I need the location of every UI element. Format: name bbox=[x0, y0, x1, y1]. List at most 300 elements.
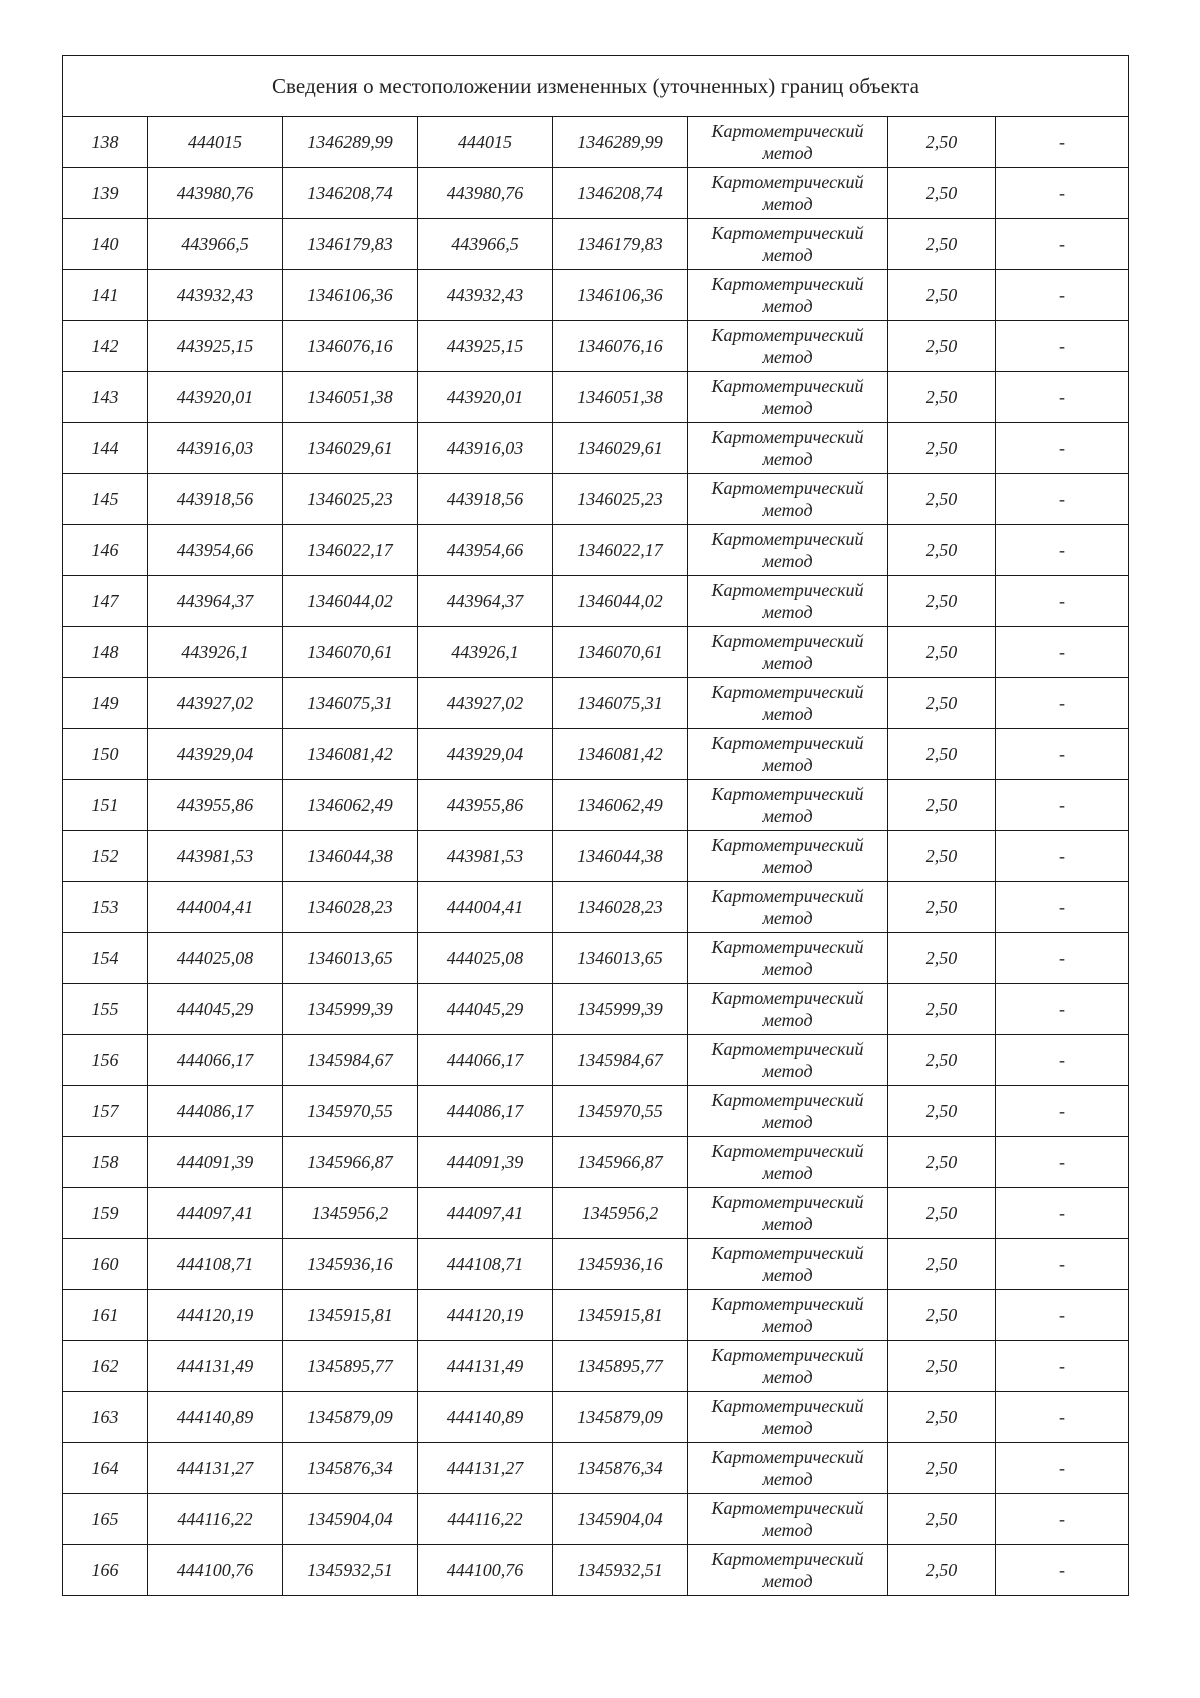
method-cell bbox=[688, 984, 888, 1035]
method-cell bbox=[688, 219, 888, 270]
refined-x-cell: 443927,02 bbox=[418, 678, 553, 729]
point-number-cell: 161 bbox=[63, 1290, 148, 1341]
refined-x-cell: 443954,66 bbox=[418, 525, 553, 576]
method-cell bbox=[688, 1137, 888, 1188]
note-cell: - bbox=[996, 168, 1129, 219]
existing-x-cell: 443932,43 bbox=[148, 270, 283, 321]
method-line-1: Картометрический bbox=[711, 427, 864, 447]
existing-y-cell: 1345904,04 bbox=[283, 1494, 418, 1545]
existing-x-cell: 443981,53 bbox=[148, 831, 283, 882]
existing-x-cell: 444131,49 bbox=[148, 1341, 283, 1392]
method-line-1: Картометрический bbox=[711, 682, 864, 702]
refined-y-cell: 1345895,77 bbox=[553, 1341, 688, 1392]
refined-x-cell: 444091,39 bbox=[418, 1137, 553, 1188]
existing-y-cell: 1345970,55 bbox=[283, 1086, 418, 1137]
existing-x-cell: 444131,27 bbox=[148, 1443, 283, 1494]
table-row bbox=[63, 1494, 1129, 1545]
existing-y-cell: 1346028,23 bbox=[283, 882, 418, 933]
accuracy-cell: 2,50 bbox=[888, 168, 996, 219]
method-line-1: Картометрический bbox=[711, 988, 864, 1008]
accuracy-cell: 2,50 bbox=[888, 1341, 996, 1392]
point-number-cell: 140 bbox=[63, 219, 148, 270]
existing-x-cell: 443964,37 bbox=[148, 576, 283, 627]
table-row bbox=[63, 525, 1129, 576]
existing-y-cell: 1346029,61 bbox=[283, 423, 418, 474]
refined-x-cell: 443926,1 bbox=[418, 627, 553, 678]
method-line-2: метод bbox=[762, 1010, 813, 1030]
existing-x-cell: 443929,04 bbox=[148, 729, 283, 780]
table-row bbox=[63, 933, 1129, 984]
table-row bbox=[63, 423, 1129, 474]
note-cell: - bbox=[996, 1545, 1129, 1596]
refined-y-cell: 1345984,67 bbox=[553, 1035, 688, 1086]
method-line-2: метод bbox=[762, 347, 813, 367]
accuracy-cell: 2,50 bbox=[888, 1035, 996, 1086]
method-cell bbox=[688, 831, 888, 882]
existing-y-cell: 1346013,65 bbox=[283, 933, 418, 984]
accuracy-cell: 2,50 bbox=[888, 525, 996, 576]
point-number-cell: 158 bbox=[63, 1137, 148, 1188]
note-cell: - bbox=[996, 1239, 1129, 1290]
note-cell: - bbox=[996, 729, 1129, 780]
refined-y-cell: 1346179,83 bbox=[553, 219, 688, 270]
existing-x-cell: 444025,08 bbox=[148, 933, 283, 984]
refined-x-cell: 444086,17 bbox=[418, 1086, 553, 1137]
table-row bbox=[63, 474, 1129, 525]
note-cell: - bbox=[996, 984, 1129, 1035]
note-cell: - bbox=[996, 372, 1129, 423]
table-row bbox=[63, 168, 1129, 219]
method-line-2: метод bbox=[762, 398, 813, 418]
accuracy-cell: 2,50 bbox=[888, 1239, 996, 1290]
method-line-2: метод bbox=[762, 1571, 813, 1591]
existing-x-cell: 444108,71 bbox=[148, 1239, 283, 1290]
existing-x-cell: 444120,19 bbox=[148, 1290, 283, 1341]
existing-y-cell: 1345999,39 bbox=[283, 984, 418, 1035]
point-number-cell: 156 bbox=[63, 1035, 148, 1086]
accuracy-cell: 2,50 bbox=[888, 729, 996, 780]
method-cell bbox=[688, 423, 888, 474]
existing-y-cell: 1346051,38 bbox=[283, 372, 418, 423]
method-line-2: метод bbox=[762, 143, 813, 163]
existing-y-cell: 1346075,31 bbox=[283, 678, 418, 729]
existing-x-cell: 443926,1 bbox=[148, 627, 283, 678]
refined-y-cell: 1346081,42 bbox=[553, 729, 688, 780]
table-row bbox=[63, 1341, 1129, 1392]
refined-y-cell: 1346044,38 bbox=[553, 831, 688, 882]
existing-x-cell: 444086,17 bbox=[148, 1086, 283, 1137]
method-line-1: Картометрический bbox=[711, 784, 864, 804]
method-cell bbox=[688, 1392, 888, 1443]
existing-x-cell: 444045,29 bbox=[148, 984, 283, 1035]
method-line-1: Картометрический bbox=[711, 325, 864, 345]
refined-x-cell: 443980,76 bbox=[418, 168, 553, 219]
method-cell bbox=[688, 1545, 888, 1596]
method-line-1: Картометрический bbox=[711, 580, 864, 600]
note-cell: - bbox=[996, 219, 1129, 270]
method-line-2: метод bbox=[762, 653, 813, 673]
existing-y-cell: 1346044,38 bbox=[283, 831, 418, 882]
point-number-cell: 153 bbox=[63, 882, 148, 933]
refined-x-cell: 444097,41 bbox=[418, 1188, 553, 1239]
refined-x-cell: 443920,01 bbox=[418, 372, 553, 423]
method-cell bbox=[688, 576, 888, 627]
table-caption-row bbox=[63, 56, 1129, 117]
method-cell bbox=[688, 1239, 888, 1290]
point-number-cell: 163 bbox=[63, 1392, 148, 1443]
method-line-1: Картометрический bbox=[711, 835, 864, 855]
method-line-2: метод bbox=[762, 1163, 813, 1183]
table-row bbox=[63, 1137, 1129, 1188]
note-cell: - bbox=[996, 270, 1129, 321]
point-number-cell: 145 bbox=[63, 474, 148, 525]
existing-x-cell: 443955,86 bbox=[148, 780, 283, 831]
note-cell: - bbox=[996, 780, 1129, 831]
note-cell: - bbox=[996, 1086, 1129, 1137]
method-line-2: метод bbox=[762, 1112, 813, 1132]
method-line-2: метод bbox=[762, 908, 813, 928]
method-line-1: Картометрический bbox=[711, 1243, 864, 1263]
note-cell: - bbox=[996, 117, 1129, 168]
refined-y-cell: 1345966,87 bbox=[553, 1137, 688, 1188]
method-line-2: метод bbox=[762, 1265, 813, 1285]
method-cell bbox=[688, 321, 888, 372]
refined-x-cell: 444015 bbox=[418, 117, 553, 168]
existing-y-cell: 1346022,17 bbox=[283, 525, 418, 576]
point-number-cell: 152 bbox=[63, 831, 148, 882]
existing-y-cell: 1346106,36 bbox=[283, 270, 418, 321]
accuracy-cell: 2,50 bbox=[888, 882, 996, 933]
point-number-cell: 166 bbox=[63, 1545, 148, 1596]
note-cell: - bbox=[996, 1035, 1129, 1086]
method-cell bbox=[688, 1035, 888, 1086]
refined-x-cell: 443955,86 bbox=[418, 780, 553, 831]
accuracy-cell: 2,50 bbox=[888, 1290, 996, 1341]
method-cell bbox=[688, 474, 888, 525]
existing-y-cell: 1345984,67 bbox=[283, 1035, 418, 1086]
refined-x-cell: 444100,76 bbox=[418, 1545, 553, 1596]
existing-y-cell: 1345876,34 bbox=[283, 1443, 418, 1494]
method-line-2: метод bbox=[762, 296, 813, 316]
refined-x-cell: 444120,19 bbox=[418, 1290, 553, 1341]
method-line-1: Картометрический bbox=[711, 1192, 864, 1212]
note-cell: - bbox=[996, 627, 1129, 678]
refined-y-cell: 1346025,23 bbox=[553, 474, 688, 525]
accuracy-cell: 2,50 bbox=[888, 678, 996, 729]
accuracy-cell: 2,50 bbox=[888, 423, 996, 474]
method-line-1: Картометрический bbox=[711, 478, 864, 498]
point-number-cell: 149 bbox=[63, 678, 148, 729]
method-line-2: метод bbox=[762, 806, 813, 826]
note-cell: - bbox=[996, 525, 1129, 576]
existing-x-cell: 443925,15 bbox=[148, 321, 283, 372]
refined-y-cell: 1346070,61 bbox=[553, 627, 688, 678]
method-cell bbox=[688, 729, 888, 780]
note-cell: - bbox=[996, 1443, 1129, 1494]
existing-x-cell: 443920,01 bbox=[148, 372, 283, 423]
table-row bbox=[63, 882, 1129, 933]
boundary-coordinates-table bbox=[62, 55, 1129, 1596]
method-line-2: метод bbox=[762, 1061, 813, 1081]
refined-x-cell: 444140,89 bbox=[418, 1392, 553, 1443]
note-cell: - bbox=[996, 933, 1129, 984]
accuracy-cell: 2,50 bbox=[888, 117, 996, 168]
method-line-1: Картометрический bbox=[711, 274, 864, 294]
point-number-cell: 160 bbox=[63, 1239, 148, 1290]
table-row bbox=[63, 1188, 1129, 1239]
refined-x-cell: 444004,41 bbox=[418, 882, 553, 933]
point-number-cell: 151 bbox=[63, 780, 148, 831]
point-number-cell: 164 bbox=[63, 1443, 148, 1494]
refined-y-cell: 1346062,49 bbox=[553, 780, 688, 831]
point-number-cell: 146 bbox=[63, 525, 148, 576]
method-line-1: Картометрический bbox=[711, 1294, 864, 1314]
existing-x-cell: 443916,03 bbox=[148, 423, 283, 474]
refined-x-cell: 443981,53 bbox=[418, 831, 553, 882]
table-caption: Сведения о местоположении измененных (уточненных) границ объекта bbox=[63, 56, 1129, 117]
refined-y-cell: 1346044,02 bbox=[553, 576, 688, 627]
existing-y-cell: 1346044,02 bbox=[283, 576, 418, 627]
existing-y-cell: 1346208,74 bbox=[283, 168, 418, 219]
method-cell bbox=[688, 933, 888, 984]
note-cell: - bbox=[996, 678, 1129, 729]
note-cell: - bbox=[996, 831, 1129, 882]
refined-y-cell: 1346029,61 bbox=[553, 423, 688, 474]
existing-y-cell: 1346070,61 bbox=[283, 627, 418, 678]
refined-y-cell: 1345915,81 bbox=[553, 1290, 688, 1341]
method-line-2: метод bbox=[762, 500, 813, 520]
method-line-1: Картометрический bbox=[711, 376, 864, 396]
table-row bbox=[63, 627, 1129, 678]
refined-x-cell: 443925,15 bbox=[418, 321, 553, 372]
accuracy-cell: 2,50 bbox=[888, 1137, 996, 1188]
point-number-cell: 155 bbox=[63, 984, 148, 1035]
method-cell bbox=[688, 525, 888, 576]
note-cell: - bbox=[996, 423, 1129, 474]
refined-y-cell: 1346028,23 bbox=[553, 882, 688, 933]
existing-x-cell: 444100,76 bbox=[148, 1545, 283, 1596]
refined-y-cell: 1345970,55 bbox=[553, 1086, 688, 1137]
method-line-1: Картометрический bbox=[711, 886, 864, 906]
existing-y-cell: 1345915,81 bbox=[283, 1290, 418, 1341]
refined-y-cell: 1345936,16 bbox=[553, 1239, 688, 1290]
refined-x-cell: 443966,5 bbox=[418, 219, 553, 270]
accuracy-cell: 2,50 bbox=[888, 831, 996, 882]
note-cell: - bbox=[996, 1494, 1129, 1545]
point-number-cell: 144 bbox=[63, 423, 148, 474]
existing-y-cell: 1346025,23 bbox=[283, 474, 418, 525]
method-cell bbox=[688, 882, 888, 933]
point-number-cell: 141 bbox=[63, 270, 148, 321]
table-row bbox=[63, 270, 1129, 321]
method-line-2: метод bbox=[762, 1316, 813, 1336]
method-line-1: Картометрический bbox=[711, 1090, 864, 1110]
point-number-cell: 157 bbox=[63, 1086, 148, 1137]
table-row bbox=[63, 576, 1129, 627]
method-cell bbox=[688, 1443, 888, 1494]
table-row bbox=[63, 1545, 1129, 1596]
refined-x-cell: 443916,03 bbox=[418, 423, 553, 474]
refined-y-cell: 1345876,34 bbox=[553, 1443, 688, 1494]
method-line-2: метод bbox=[762, 857, 813, 877]
table-body bbox=[63, 117, 1129, 1596]
existing-x-cell: 444004,41 bbox=[148, 882, 283, 933]
table-row bbox=[63, 729, 1129, 780]
method-cell bbox=[688, 780, 888, 831]
method-line-1: Картометрический bbox=[711, 121, 864, 141]
refined-y-cell: 1346013,65 bbox=[553, 933, 688, 984]
accuracy-cell: 2,50 bbox=[888, 372, 996, 423]
existing-y-cell: 1345879,09 bbox=[283, 1392, 418, 1443]
refined-y-cell: 1345956,2 bbox=[553, 1188, 688, 1239]
point-number-cell: 162 bbox=[63, 1341, 148, 1392]
accuracy-cell: 2,50 bbox=[888, 321, 996, 372]
note-cell: - bbox=[996, 1290, 1129, 1341]
method-line-2: метод bbox=[762, 1520, 813, 1540]
method-line-1: Картометрический bbox=[711, 1447, 864, 1467]
method-cell bbox=[688, 1494, 888, 1545]
point-number-cell: 165 bbox=[63, 1494, 148, 1545]
method-line-2: метод bbox=[762, 1469, 813, 1489]
point-number-cell: 142 bbox=[63, 321, 148, 372]
table-row bbox=[63, 219, 1129, 270]
point-number-cell: 148 bbox=[63, 627, 148, 678]
method-line-2: метод bbox=[762, 1367, 813, 1387]
existing-x-cell: 444097,41 bbox=[148, 1188, 283, 1239]
accuracy-cell: 2,50 bbox=[888, 627, 996, 678]
method-line-2: метод bbox=[762, 755, 813, 775]
method-line-1: Картометрический bbox=[711, 1396, 864, 1416]
existing-x-cell: 444140,89 bbox=[148, 1392, 283, 1443]
method-line-1: Картометрический bbox=[711, 1039, 864, 1059]
refined-y-cell: 1345904,04 bbox=[553, 1494, 688, 1545]
existing-x-cell: 443966,5 bbox=[148, 219, 283, 270]
refined-y-cell: 1346075,31 bbox=[553, 678, 688, 729]
existing-y-cell: 1345966,87 bbox=[283, 1137, 418, 1188]
existing-x-cell: 443927,02 bbox=[148, 678, 283, 729]
refined-x-cell: 444131,27 bbox=[418, 1443, 553, 1494]
refined-x-cell: 444066,17 bbox=[418, 1035, 553, 1086]
existing-y-cell: 1346179,83 bbox=[283, 219, 418, 270]
point-number-cell: 139 bbox=[63, 168, 148, 219]
table-row bbox=[63, 1392, 1129, 1443]
table-row bbox=[63, 1239, 1129, 1290]
point-number-cell: 154 bbox=[63, 933, 148, 984]
existing-x-cell: 444116,22 bbox=[148, 1494, 283, 1545]
accuracy-cell: 2,50 bbox=[888, 270, 996, 321]
accuracy-cell: 2,50 bbox=[888, 1188, 996, 1239]
refined-x-cell: 444116,22 bbox=[418, 1494, 553, 1545]
table-row bbox=[63, 831, 1129, 882]
refined-y-cell: 1346106,36 bbox=[553, 270, 688, 321]
refined-y-cell: 1346076,16 bbox=[553, 321, 688, 372]
accuracy-cell: 2,50 bbox=[888, 474, 996, 525]
point-number-cell: 138 bbox=[63, 117, 148, 168]
method-line-2: метод bbox=[762, 194, 813, 214]
note-cell: - bbox=[996, 882, 1129, 933]
method-line-2: метод bbox=[762, 551, 813, 571]
method-cell bbox=[688, 627, 888, 678]
table-row bbox=[63, 1086, 1129, 1137]
note-cell: - bbox=[996, 474, 1129, 525]
method-line-1: Картометрический bbox=[711, 937, 864, 957]
accuracy-cell: 2,50 bbox=[888, 576, 996, 627]
accuracy-cell: 2,50 bbox=[888, 984, 996, 1035]
method-cell bbox=[688, 270, 888, 321]
method-cell bbox=[688, 678, 888, 729]
existing-x-cell: 443918,56 bbox=[148, 474, 283, 525]
existing-x-cell: 444066,17 bbox=[148, 1035, 283, 1086]
existing-y-cell: 1345895,77 bbox=[283, 1341, 418, 1392]
method-line-1: Картометрический bbox=[711, 529, 864, 549]
existing-x-cell: 444091,39 bbox=[148, 1137, 283, 1188]
table-row bbox=[63, 321, 1129, 372]
refined-x-cell: 444131,49 bbox=[418, 1341, 553, 1392]
method-line-2: метод bbox=[762, 704, 813, 724]
table-row bbox=[63, 780, 1129, 831]
refined-y-cell: 1345999,39 bbox=[553, 984, 688, 1035]
table-row bbox=[63, 1443, 1129, 1494]
accuracy-cell: 2,50 bbox=[888, 780, 996, 831]
refined-x-cell: 443929,04 bbox=[418, 729, 553, 780]
accuracy-cell: 2,50 bbox=[888, 1494, 996, 1545]
refined-y-cell: 1346208,74 bbox=[553, 168, 688, 219]
method-line-2: метод bbox=[762, 959, 813, 979]
note-cell: - bbox=[996, 321, 1129, 372]
accuracy-cell: 2,50 bbox=[888, 1545, 996, 1596]
method-cell bbox=[688, 1341, 888, 1392]
refined-x-cell: 444025,08 bbox=[418, 933, 553, 984]
note-cell: - bbox=[996, 1137, 1129, 1188]
method-line-2: метод bbox=[762, 449, 813, 469]
existing-y-cell: 1345936,16 bbox=[283, 1239, 418, 1290]
method-line-1: Картометрический bbox=[711, 1141, 864, 1161]
refined-y-cell: 1346051,38 bbox=[553, 372, 688, 423]
existing-x-cell: 443980,76 bbox=[148, 168, 283, 219]
method-line-1: Картометрический bbox=[711, 1549, 864, 1569]
table-row bbox=[63, 1035, 1129, 1086]
method-cell bbox=[688, 1290, 888, 1341]
table-row bbox=[63, 1290, 1129, 1341]
method-line-1: Картометрический bbox=[711, 223, 864, 243]
table-row bbox=[63, 372, 1129, 423]
method-cell bbox=[688, 168, 888, 219]
existing-y-cell: 1346076,16 bbox=[283, 321, 418, 372]
existing-y-cell: 1345956,2 bbox=[283, 1188, 418, 1239]
method-cell bbox=[688, 1086, 888, 1137]
point-number-cell: 159 bbox=[63, 1188, 148, 1239]
table-row bbox=[63, 678, 1129, 729]
refined-x-cell: 443918,56 bbox=[418, 474, 553, 525]
accuracy-cell: 2,50 bbox=[888, 1392, 996, 1443]
method-cell bbox=[688, 117, 888, 168]
accuracy-cell: 2,50 bbox=[888, 933, 996, 984]
existing-y-cell: 1345932,51 bbox=[283, 1545, 418, 1596]
method-line-2: метод bbox=[762, 1418, 813, 1438]
refined-y-cell: 1345932,51 bbox=[553, 1545, 688, 1596]
table-row bbox=[63, 984, 1129, 1035]
accuracy-cell: 2,50 bbox=[888, 1443, 996, 1494]
method-line-1: Картометрический bbox=[711, 172, 864, 192]
method-line-1: Картометрический bbox=[711, 733, 864, 753]
note-cell: - bbox=[996, 576, 1129, 627]
refined-x-cell: 444108,71 bbox=[418, 1239, 553, 1290]
note-cell: - bbox=[996, 1392, 1129, 1443]
accuracy-cell: 2,50 bbox=[888, 1086, 996, 1137]
point-number-cell: 147 bbox=[63, 576, 148, 627]
note-cell: - bbox=[996, 1188, 1129, 1239]
refined-x-cell: 444045,29 bbox=[418, 984, 553, 1035]
